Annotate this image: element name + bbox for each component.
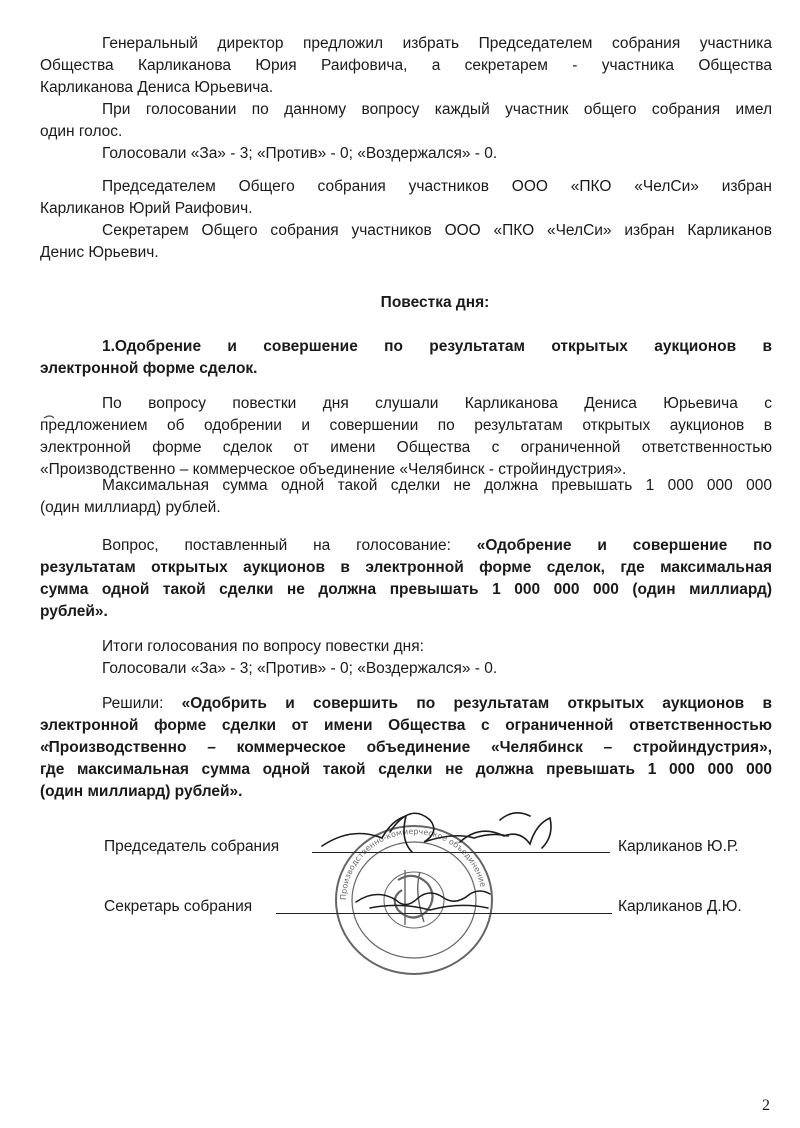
heard-line-3: электронной форме сделок от имени Общества с ограниченной ответственностью [40, 439, 772, 456]
chair-signature-label: Председатель собрания [104, 838, 280, 855]
secretary-elected-line-1: Секретарем Общего собрания участников ООО «ПКО «ЧелСи» избран Карликанов [102, 222, 772, 239]
secretary-elected-line-2: Денис Юрьевич. [40, 244, 159, 261]
vote-result-1: Голосовали «За» - 3; «Против» - 0; «Воздержался» - 0. [102, 145, 498, 162]
vote-result-2: Голосовали «За» - 3; «Против» - 0; «Воздержался» - 0. [102, 660, 498, 677]
decision-line-5: (один миллиард) рублей». [40, 783, 243, 800]
decision-prefix: Решили: [102, 695, 182, 712]
heard-line-2: предложением об одобрении и совершении по результатам открытых аукционов в [40, 417, 772, 434]
chair-elected-line-1: Председателем Общего собрания участников ООО «ПКО «ЧелСи» избран [102, 178, 772, 195]
question-prefix: Вопрос, поставленный на голосование: [102, 537, 477, 554]
para1-line-3: Карликанова Дениса Юрьевича. [40, 79, 274, 96]
question-bold-start: «Одобрение и совершение по [476, 537, 772, 554]
results-title: Итоги голосования по вопросу повестки дня: [102, 638, 424, 655]
stamp-arc-text: Производственно-коммерческое объединение [338, 826, 488, 901]
margin-marks [44, 416, 54, 768]
max-sum-line-1: Максимальная сумма одной такой сделки не должна превышать 1 000 000 000 [102, 477, 772, 494]
max-sum-line-2: (один миллиард) рублей. [40, 499, 221, 516]
heard-line-4: «Производственно – коммерческое объединение «Челябинск - стройиндустрия». [40, 461, 627, 478]
agenda-item-line-2: электронной форме сделок. [40, 360, 258, 377]
decision-bold-start: «Одобрить и совершить по результатам открытых аукционов в [181, 695, 772, 712]
question-line-4: рублей». [40, 603, 108, 620]
decision-line-2: электронной форме сделки от имени Общества с ограниченной ответственностью [40, 717, 772, 734]
question-line-2: результатам открытых аукционов в электронной форме сделок, где максимальная [40, 559, 772, 576]
para2-line-2: один голос. [40, 123, 123, 140]
decision-line-4: где максимальная сумма одной такой сделки не должна превышать 1 000 000 000 [40, 761, 772, 778]
agenda-item-line-1: 1.Одобрение и совершение по результатам открытых аукционов в [102, 338, 772, 355]
secretary-handwritten-signature [356, 891, 490, 910]
page-number: 2 [762, 1097, 770, 1114]
para1-line-1: Генеральный директор предложил избрать Председателем собрания участника [102, 35, 772, 52]
chair-signature-name: Карликанов Ю.Р. [618, 838, 739, 855]
decision-line-3: «Производственно – коммерческое объединение «Челябинск – стройиндустрия», [40, 739, 772, 756]
question-line-3: сумма одной такой сделки не должна превышать 1 000 000 000 (один миллиард) [40, 581, 772, 598]
agenda-title: Повестка дня: [380, 294, 490, 311]
heard-line-1: По вопросу повестки дня слушали Карликанова Дениса Юрьевича с [102, 395, 772, 412]
chair-elected-line-2: Карликанов Юрий Раифович. [40, 200, 253, 217]
para2-line-1: При голосовании по данному вопросу каждый участник общего собрания имел [102, 101, 772, 118]
secretary-signature-label: Секретарь собрания [104, 898, 253, 915]
para1-line-2: Общества Карликанова Юрия Раифовича, а секретарем - участника Общества [40, 57, 772, 74]
secretary-signature-name: Карликанов Д.Ю. [618, 898, 742, 915]
